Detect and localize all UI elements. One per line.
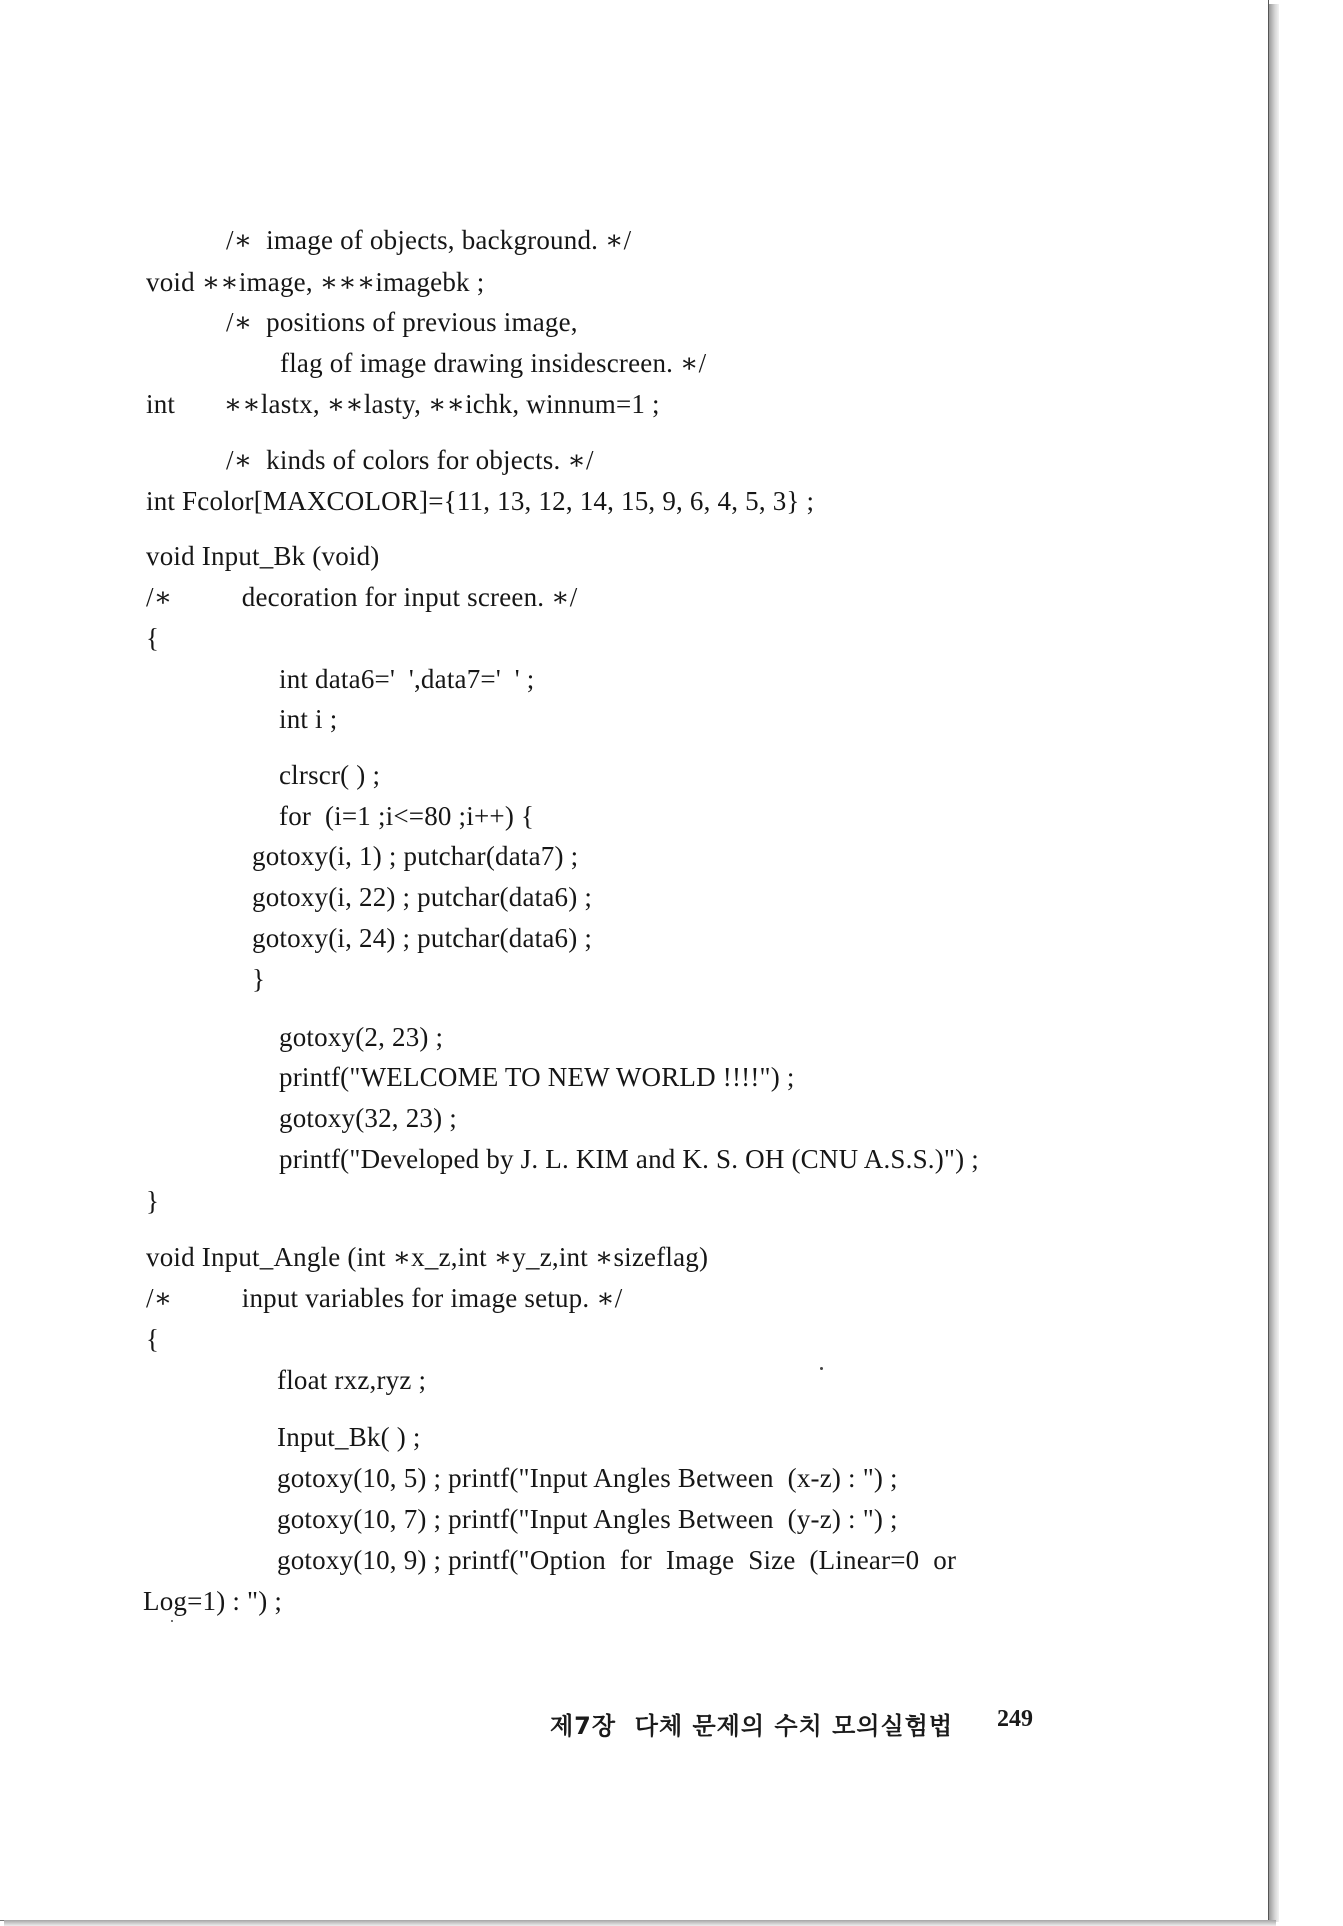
code-line-input-bk-signature: void Input_Bk (void) (146, 541, 380, 571)
code-line-printf-xz: gotoxy(10, 5) ; printf("Input Angles Between (x-z) : ") ; (277, 1463, 898, 1493)
page-number: 249 (997, 1706, 1033, 1732)
scan-speck (820, 1367, 823, 1370)
code-line-comment-decoration: /∗ decoration for input screen. ∗/ (146, 582, 578, 612)
code-line-comment-positions: /∗ positions of previous image, (226, 307, 578, 337)
code-line-comment-input-vars: /∗ input variables for image setup. ∗/ (146, 1283, 623, 1313)
code-line-void-image-decl: void ∗∗image, ∗∗∗imagebk ; (146, 267, 485, 297)
code-line-printf-welcome: printf("WELCOME TO NEW WORLD !!!!") ; (279, 1062, 795, 1092)
code-line-clrscr: clrscr( ) ; (279, 760, 381, 790)
code-line-for-close-brace: } (252, 964, 266, 994)
code-line-float-decl: float rxz,ryz ; (277, 1365, 427, 1395)
code-line-gotoxy-24: gotoxy(i, 24) ; putchar(data6) ; (252, 923, 593, 953)
code-line-input-angle-signature: void Input_Angle (int ∗x_z,int ∗y_z,int ∗sizeflag) (146, 1242, 709, 1272)
code-line-comment-colors: /∗ kinds of colors for objects. ∗/ (226, 445, 594, 475)
code-line-int-data: int data6=' ',data7=' ' ; (279, 664, 535, 694)
code-line-int-lastx: int ∗∗lastx, ∗∗lasty, ∗∗ichk, winnum=1 ; (146, 389, 660, 419)
code-line-fcolor: int Fcolor[MAXCOLOR]={11, 13, 12, 14, 15, 9, 6, 4, 5, 3} ; (146, 486, 815, 516)
code-line-printf-option: gotoxy(10, 9) ; printf("Option for Image Size (Linear=0 or (277, 1545, 957, 1575)
chapter-title: 제7장 다체 문제의 수치 모의실험법 (550, 1712, 954, 1740)
code-line-comment-flag: flag of image drawing insidescreen. ∗/ (280, 348, 707, 378)
scan-speck (171, 1620, 173, 1622)
page-edge-shadow-bottom (4, 1920, 1276, 1926)
code-line-close-brace: } (146, 1186, 160, 1216)
code-line-gotoxy-2-23: gotoxy(2, 23) ; (279, 1022, 444, 1052)
code-line-for-loop: for (i=1 ;i<=80 ;i++) { (279, 801, 535, 831)
code-line-gotoxy-1: gotoxy(i, 1) ; putchar(data7) ; (252, 841, 579, 871)
code-line-log-continuation: Log=1) : ") ; (143, 1586, 283, 1616)
page-edge-shadow-right (1269, 4, 1279, 1922)
code-line-printf-developed: printf("Developed by J. L. KIM and K. S. OH (CNU A.S.S.)") ; (279, 1144, 979, 1174)
code-line-gotoxy-22: gotoxy(i, 22) ; putchar(data6) ; (252, 882, 593, 912)
code-line-open-brace: { (146, 623, 160, 653)
code-line-int-i: int i ; (279, 704, 338, 734)
code-line-gotoxy-32-23: gotoxy(32, 23) ; (279, 1103, 457, 1133)
code-line-comment-image: /∗ image of objects, background. ∗/ (226, 225, 632, 255)
code-line-open-brace-2: { (146, 1324, 160, 1354)
code-line-input-bk-call: Input_Bk( ) ; (277, 1422, 421, 1452)
code-line-printf-yz: gotoxy(10, 7) ; printf("Input Angles Between (y-z) : ") ; (277, 1504, 898, 1534)
